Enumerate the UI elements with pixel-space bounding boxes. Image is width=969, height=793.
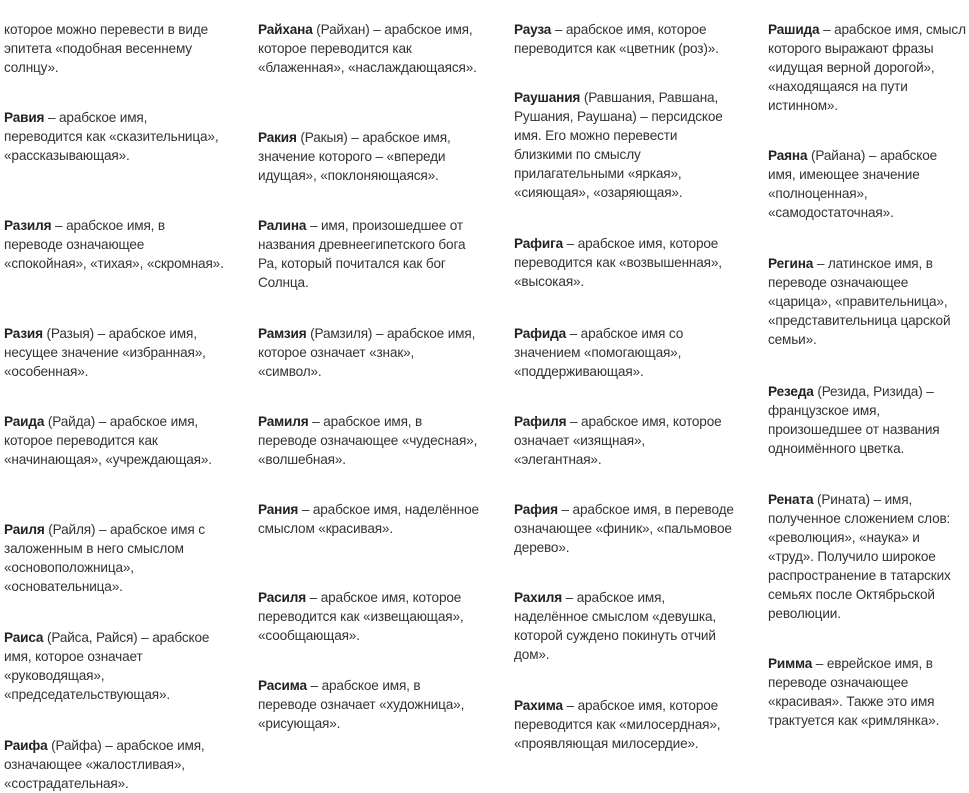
entry-name: Рахима (514, 697, 563, 713)
entry-name: Райхана (258, 21, 313, 37)
entry-name: Резеда (768, 383, 814, 399)
name-entry (514, 412, 736, 469)
name-entry (258, 676, 480, 733)
name-entry (514, 88, 736, 202)
name-entry (4, 20, 226, 77)
entry-name: Разия (4, 325, 43, 341)
entry-text: – арабское имя, переводится как «сказительница», «рассказывающая». (4, 109, 219, 163)
entry-text: – арабское имя, которое переводится как «возвышенная», «высокая». (514, 235, 722, 289)
entry-text: – арабское имя, наделённое смыслом «девушка, которой суждено покинуть отчий дом». (514, 589, 717, 662)
entry-name: Рафиля (514, 413, 567, 429)
entry-name: Рания (258, 501, 299, 517)
entry-name: Раиса (4, 629, 44, 645)
entry-name: Рамиля (258, 413, 309, 429)
name-entry (4, 628, 226, 704)
name-entry (514, 500, 736, 557)
name-entry (768, 654, 968, 730)
entry-text: – арабское имя, которое переводится как «милосердная», «проявляющая милосердие». (514, 697, 721, 751)
name-entry (768, 382, 968, 458)
name-entry (258, 588, 480, 645)
entry-name: Раиля (4, 521, 45, 537)
entry-text: (Райана) – арабское имя, имеющее значение «полноценная», «самодостаточная». (768, 147, 938, 220)
entry-text: – арабское имя, которое переводится как «извещающая», «сообщающая». (258, 589, 464, 643)
name-entry (258, 500, 480, 538)
entry-text: – арабское имя, смысл которого выражают фразы «идущая верной дорогой», «находящаяся на пути истинном». (768, 21, 966, 113)
entry-text: (Разыя) – арабское имя, несущее значение «избранная», «особенная». (4, 325, 206, 379)
entry-name: Расиля (258, 589, 307, 605)
entry-name: Раифа (4, 737, 48, 753)
name-entry (4, 324, 226, 381)
name-entry (258, 20, 480, 77)
entry-text: – арабское имя, в переводе означающее «спокойная», «тихая», «скромная». (4, 217, 224, 271)
entry-text: (Рината) – имя, полученное сложением слов: «революция», «наука» и «труд». Получило широкое распространение в татарских семьях после Октябрьской революции. (768, 491, 951, 621)
name-entry (768, 254, 968, 349)
name-entry (768, 490, 968, 623)
entry-text: – имя, произошедшее от названия древнеегипетского бога Ра, который почитался как бог Солнца. (258, 217, 466, 290)
entry-name: Ракия (258, 129, 297, 145)
entry-name: Рахиля (514, 589, 563, 605)
entry-text: – арабское имя, которое переводится как «цветник (роз)». (514, 21, 719, 56)
entry-name: Расима (258, 677, 307, 693)
entry-text: – арабское имя, в переводе означающее «чудесная», «волшебная». (258, 413, 478, 467)
entry-text: (Рамзиля) – арабское имя, которое означает «знак», «символ». (258, 325, 476, 379)
entry-text: (Равшания, Равшана, Рушания, Раушана) – персидское имя. Его можно перевести близкими по смыслу прилагательными «яркая», «сияющая», «озаряющая». (514, 89, 723, 200)
entry-name: Рамзия (258, 325, 307, 341)
name-entry (4, 736, 226, 793)
entry-text: которое можно перевести в виде эпитета «подобная весеннему солнцу». (4, 21, 209, 75)
name-entry (514, 234, 736, 291)
entry-name: Рафия (514, 501, 558, 517)
entry-text: – арабское имя, которое означает «изящная», «элегантная». (514, 413, 722, 467)
name-entry (514, 324, 736, 381)
name-entry (4, 108, 226, 165)
entry-text: – латинское имя, в переводе означающее «царица», «правительница», «представительница царской семьи». (768, 255, 951, 347)
entry-text: – арабское имя, в переводе означает «художница», «рисующая». (258, 677, 465, 731)
name-entry (258, 128, 480, 185)
name-entry (514, 20, 736, 58)
entry-text: (Ракыя) – арабское имя, значение которого – «впереди идущая», «поклоняющаяся». (258, 129, 451, 183)
entry-name: Регина (768, 255, 814, 271)
entry-name: Раушания (514, 89, 581, 105)
entry-name: Разиля (4, 217, 52, 233)
name-entry (514, 696, 736, 753)
name-entry (258, 324, 480, 381)
entry-text: – арабское имя, в переводе означающее «финик», «пальмовое дерево». (514, 501, 734, 555)
entry-name: Рафида (514, 325, 566, 341)
entry-name: Равия (4, 109, 45, 125)
entry-name: Раида (4, 413, 45, 429)
entry-text: – еврейское имя, в переводе означающее «красивая». Также это имя трактуется как «римлянка». (768, 655, 940, 728)
entry-text: – арабское имя, наделённое смыслом «красивая». (258, 501, 479, 536)
entry-name: Рафига (514, 235, 564, 251)
name-entry (768, 20, 968, 115)
entry-text: (Резида, Ризида) – французское имя, произошедшее от названия одноимённого цветка. (768, 383, 940, 456)
entry-text: (Райда) – арабское имя, которое переводится как «начинающая», «учреждающая». (4, 413, 212, 467)
entry-text: – арабское имя со значением «помогающая», «поддерживающая». (514, 325, 684, 379)
entry-text: (Райфа) – арабское имя, означающее «жалостливая», «сострадательная». (4, 737, 205, 791)
entry-name: Рената (768, 491, 814, 507)
entry-name: Раяна (768, 147, 808, 163)
name-entry (4, 216, 226, 273)
name-entry (258, 216, 480, 292)
name-entry (514, 588, 736, 664)
entry-name: Римма (768, 655, 813, 671)
entry-name: Ралина (258, 217, 307, 233)
name-entry (258, 412, 480, 469)
entry-name: Рауза (514, 21, 552, 37)
name-entry (4, 412, 226, 469)
entry-text: (Райса, Райся) – арабское имя, которое означает «руководящая», «председательствующая». (4, 629, 210, 702)
entry-name: Рашида (768, 21, 820, 37)
entry-text: (Райля) – арабское имя с заложенным в него смыслом «основоположница», «основательница». (4, 521, 205, 594)
entry-text: (Райхан) – арабское имя, которое переводится как «блаженная», «наслаждающаяся». (258, 21, 477, 75)
name-entry (4, 520, 226, 596)
name-entry (768, 146, 968, 222)
